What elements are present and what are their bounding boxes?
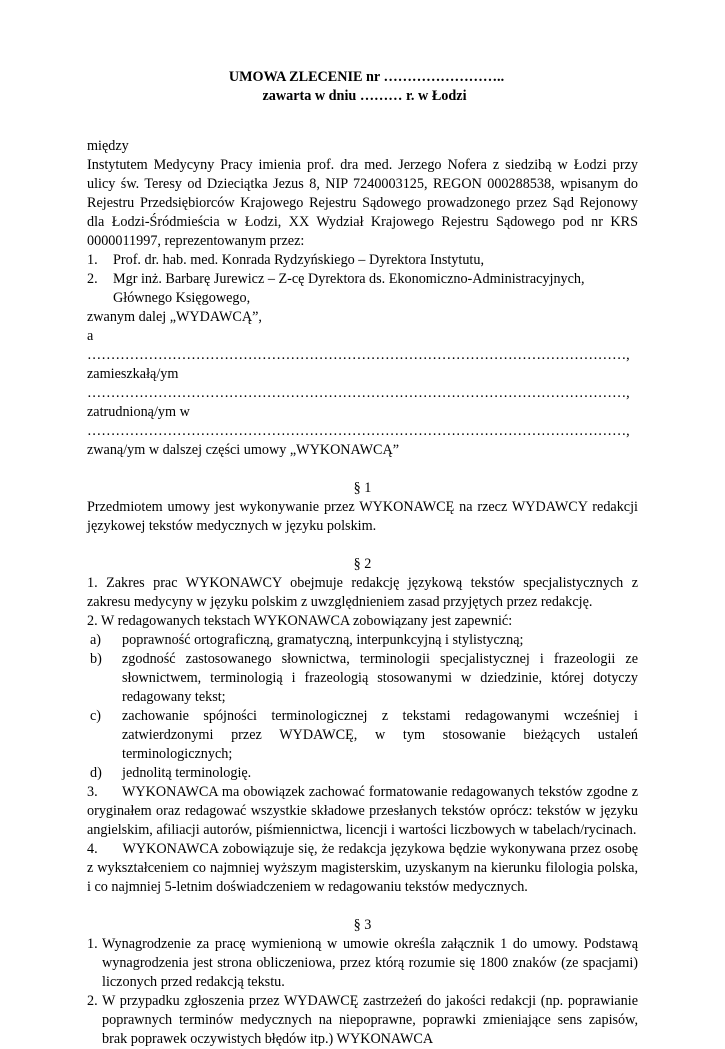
remuneration-number: 1. — [87, 936, 98, 952]
contract-title: UMOWA ZLECENIE nr …………………….. — [228, 69, 505, 85]
section-2-paragraph-4: 4. WYKONAWCA zobowiązuje się, że redakcja językowa będzie wykonywana przez osobę z wykształceniem co najmniej wyższym magisterskim, uzyskanym na kierunku filologia polska, i co najmniej 5-letnim doświadczeniem w redagowaniu tekstów medycznych. — [87, 841, 638, 895]
section-3-heading: § 3 — [353, 917, 372, 933]
section-2-paragraph-2: 2. W redagowanych tekstach WYKONAWCA zobowiązany jest zapewnić: — [87, 613, 513, 629]
remuneration-list — [87, 935, 638, 1049]
section-1-text: Przedmiotem umowy jest wykonywanie przez WYKONAWCĘ na rzecz WYDAWCY redakcji językowej tekstów medycznych w języku polskim. — [87, 499, 638, 534]
requirement-item — [87, 764, 638, 783]
requirement-letter: a) — [90, 632, 102, 648]
section-2-paragraph-1: 1. Zakres prac WYKONAWCY obejmuje redakcję językową tekstów specjalistycznych z zakresu medycyny w języku polskim z uwzględnieniem zasad przyjętych przez redakcję. — [87, 575, 638, 610]
requirement-letter: b) — [90, 651, 102, 667]
contract-date-line: zawarta w dniu ……… r. w Łodzi — [262, 88, 467, 104]
employed-label: zatrudnioną/ym w — [87, 404, 190, 420]
name-blank-line: ……………………………………………………………………………………………………, — [87, 347, 630, 363]
section-1-heading: § 1 — [353, 480, 372, 496]
requirement-item — [87, 650, 638, 707]
resident-label: zamieszkałą/ym — [87, 366, 179, 382]
requirement-text: poprawność ortograficzną, gramatyczną, interpunkcyjną i stylistyczną; — [122, 632, 524, 648]
remuneration-number: 2. — [87, 993, 98, 1009]
remuneration-item — [87, 992, 638, 1049]
section-2-paragraph-3: 3. WYKONAWCA ma obowiązek zachować formatowanie redagowanych tekstów zgodne z oryginałem oraz redagować wszystkie składowe przesłanych tekstów oprócz: tekstów w języku angielskim, afiliacji autorów, piśmiennictwa, licencji i wartości liczbowych w tabelach/rycinach. — [87, 784, 638, 838]
requirement-item — [87, 631, 638, 650]
contractor-designation: zwaną/ym w dalszej części umowy „WYKONAWCĄ” — [87, 442, 400, 458]
employer-blank-line: ……………………………………………………………………………………………………, — [87, 423, 630, 439]
requirement-item — [87, 707, 638, 764]
and-label: a — [87, 328, 94, 344]
section-2-heading: § 2 — [353, 556, 372, 572]
address-blank-line: ……………………………………………………………………………………………………, — [87, 385, 630, 401]
publisher-designation: zwanym dalej „WYDAWCĄ”, — [87, 309, 262, 325]
requirement-letter: d) — [90, 765, 102, 781]
representative-text: Mgr inż. Barbarę Jurewicz – Z-cę Dyrektora ds. Ekonomiczno-Administracyjnych, Głównego Księgowego, — [113, 271, 585, 306]
document-page — [87, 68, 638, 1049]
remuneration-item — [87, 935, 638, 992]
requirement-text: jednolitą terminologię. — [122, 765, 252, 781]
requirement-letter: c) — [90, 708, 102, 724]
representatives-list — [87, 251, 638, 308]
representative-number: 2. — [87, 271, 98, 287]
between-label: między — [87, 138, 129, 154]
requirement-text: zgodność zastosowanego słownictwa, terminologii specjalistycznej i frazeologii ze słownictwem, terminologią i frazeologią stosowanymi w dziedzinie, której dotyczy redagowany tekst; — [122, 651, 638, 705]
representative-item — [87, 251, 638, 270]
representative-item — [87, 270, 638, 308]
representative-text: Prof. dr. hab. med. Konrada Rydzyńskiego – Dyrektora Instytutu, — [113, 252, 484, 268]
remuneration-text: W przypadku zgłoszenia przez WYDAWCĘ zastrzeżeń do jakości redakcji (np. poprawianie poprawnych terminów medycznych na niepoprawne, poprawki zmieniające sens zapisów, brak poprawek oczywistych błędów itp.) WYKONAWCA — [102, 993, 638, 1047]
institute-description: Instytutem Medycyny Pracy imienia prof. dra med. Jerzego Nofera z siedzibą w Łodzi przy ulicy św. Teresy od Dzieciątka Jezus 8, NIP 7240003125, REGON 000288538, wpisanym do Rejestru Przedsiębiorców Krajowego Rejestru Sądowego prowadzonego przez Sąd Rejonowy dla Łodzi-Śródmieścia w Łodzi, XX Wydział Krajowego Rejestru Sądowego pod nr KRS 0000011997, reprezentowanym przez: — [87, 157, 638, 249]
representative-number: 1. — [87, 252, 98, 268]
remuneration-text: Wynagrodzenie za pracę wymienioną w umowie określa załącznik 1 do umowy. Podstawą wynagrodzenia jest strona obliczeniowa, przez którą rozumie się 1800 znaków (ze spacjami) liczonych przed redakcją tekstu. — [102, 936, 638, 990]
requirement-text: zachowanie spójności terminologicznej z tekstami redagowanymi wcześniej i zatwierdzonymi przez WYDAWCĘ, w tym stosowanie bieżących ustaleń terminologicznych; — [122, 708, 638, 762]
requirements-list — [87, 631, 638, 783]
